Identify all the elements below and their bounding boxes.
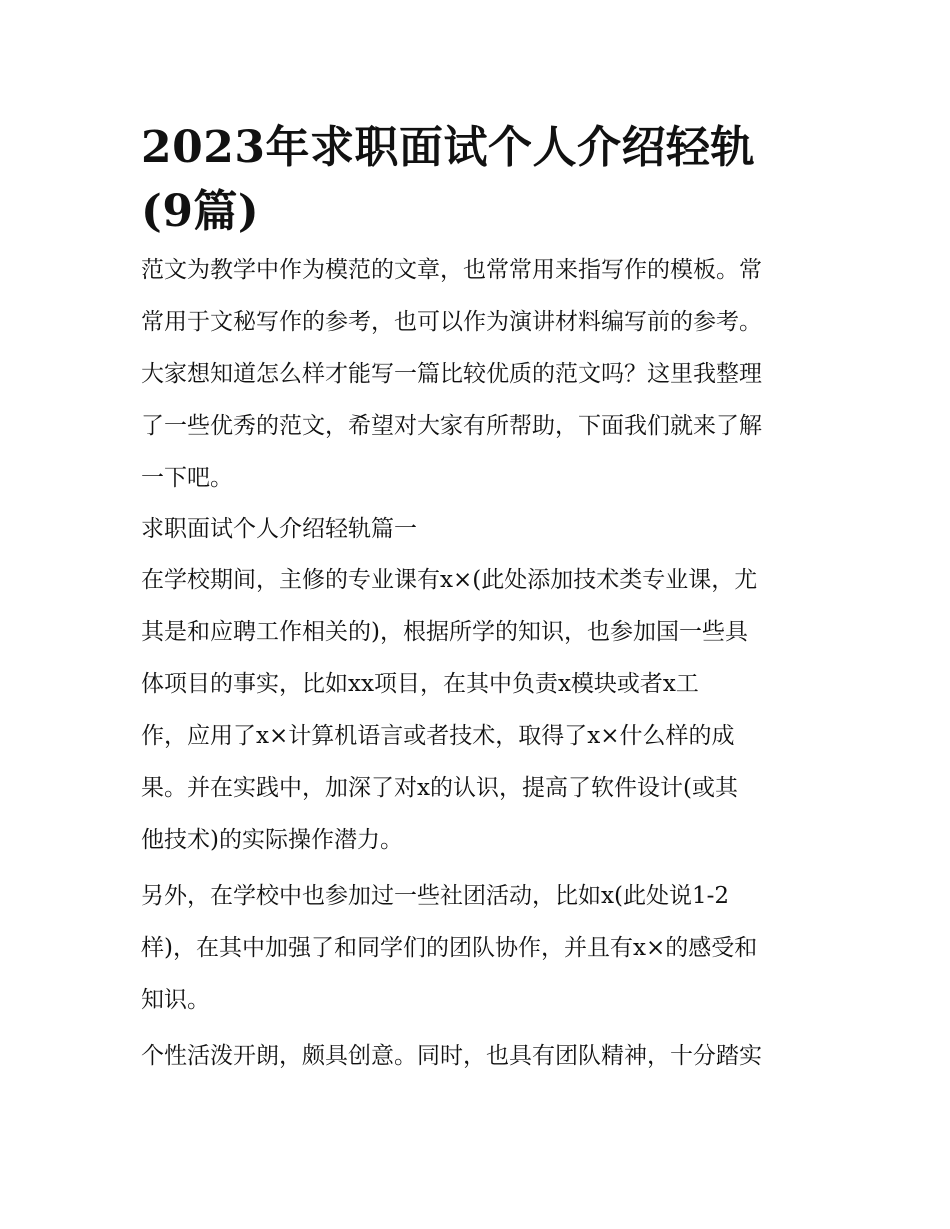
text-line: 一下吧。 <box>141 465 233 491</box>
title-line: (9篇) <box>141 186 260 237</box>
text-line: 了一些优秀的范文，希望对大家有所帮助，下面我们就来了解 <box>141 413 762 439</box>
section-heading: 求职面试个人介绍轻轨篇一 <box>141 516 417 542</box>
text-line: 其是和应聘工作相关的)，根据所学的知识，也参加国一些具 <box>141 619 748 645</box>
title-line: 2023年求职面试个人介绍轻轨 <box>141 122 755 173</box>
text-line: 大家想知道怎么样才能写一篇比较优质的范文吗？这里我整理 <box>141 361 762 387</box>
text-line: 常用于文秘写作的参考，也可以作为演讲材料编写前的参考。 <box>141 309 762 335</box>
text-line: 作，应用了x×计算机语言或者技术，取得了x×什么样的成 <box>141 723 735 749</box>
body-paragraph-2 <box>141 870 813 1026</box>
body-paragraph-1 <box>141 554 813 866</box>
text-line: 体项目的事实，比如xx项目，在其中负责x模块或者x工 <box>141 671 699 697</box>
text-line: 样)，在其中加强了和同学们的团队协作，并且有x×的感受和 <box>141 935 758 961</box>
intro-paragraph <box>141 244 813 504</box>
text-line: 个性活泼开朗，颇具创意。同时，也具有团队精神，十分踏实 <box>141 1043 762 1069</box>
text-line: 他技术)的实际操作潜力。 <box>141 827 403 853</box>
text-line: 范文为教学中作为模范的文章，也常常用来指写作的模板。常 <box>141 257 762 283</box>
document-page <box>141 116 813 1082</box>
text-line: 果。并在实践中，加深了对x的认识，提高了软件设计(或其 <box>141 775 738 801</box>
text-line: 另外，在学校中也参加过一些社团活动，比如x(此处说1-2 <box>141 883 729 909</box>
document-title <box>141 116 813 244</box>
body-paragraph-3 <box>141 1030 813 1082</box>
text-line: 知识。 <box>141 987 210 1013</box>
text-line: 在学校期间，主修的专业课有x×(此处添加技术类专业课，尤 <box>141 567 758 593</box>
